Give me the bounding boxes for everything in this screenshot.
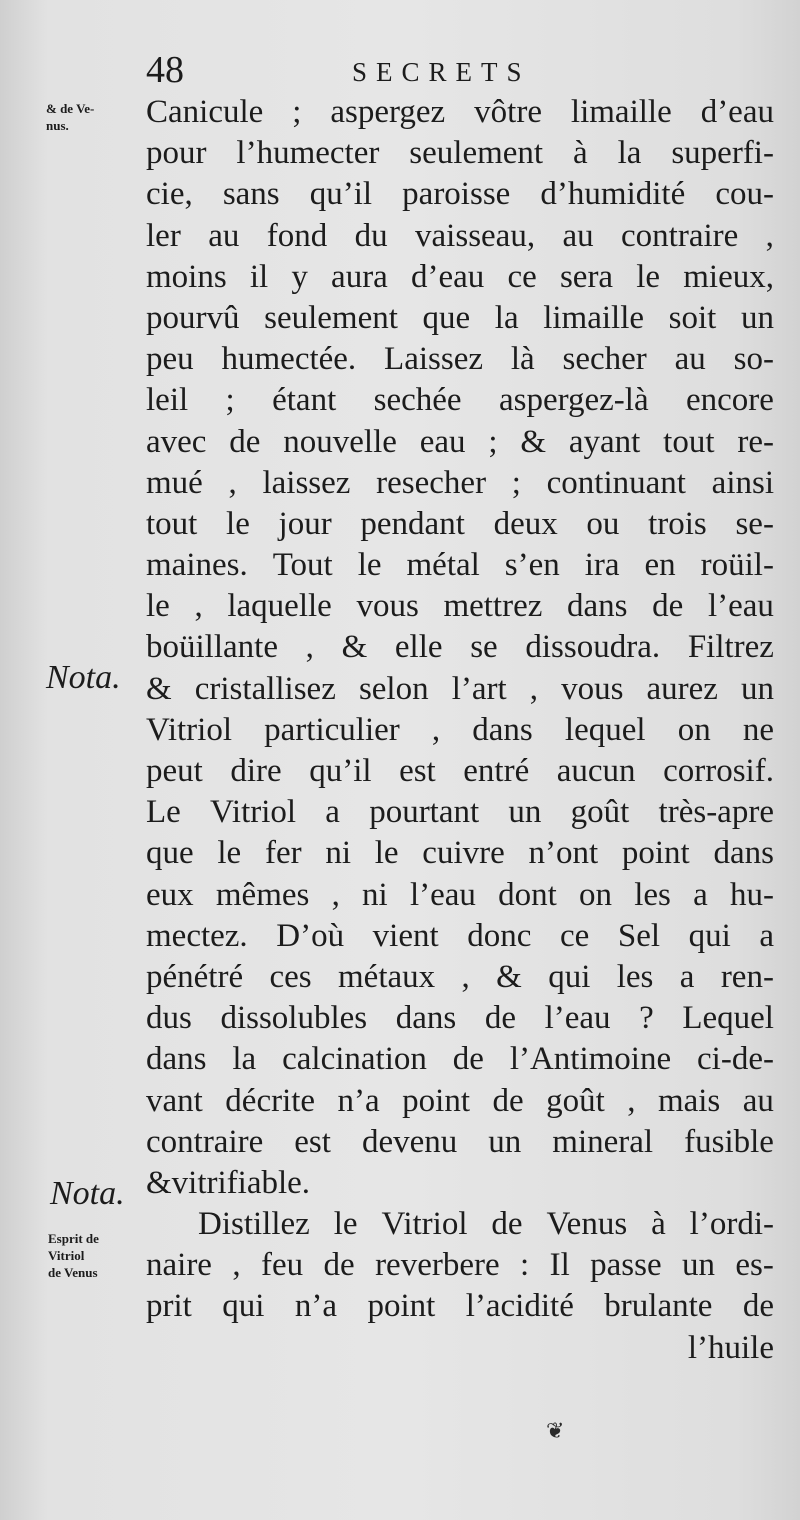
- word: Distillez: [198, 1206, 310, 1243]
- text-line: [146, 586, 774, 627]
- word: Laissez: [384, 341, 483, 378]
- word: que: [146, 835, 194, 872]
- word: mêmes: [215, 876, 310, 913]
- word: soit: [668, 299, 717, 336]
- word: le: [636, 258, 661, 295]
- text-line: [146, 216, 774, 257]
- word: n’ont: [528, 835, 599, 872]
- text-line: [146, 669, 774, 710]
- word: métaux: [338, 958, 436, 995]
- text-line: [146, 957, 774, 998]
- text-line: [146, 1081, 774, 1122]
- word: sera: [559, 258, 614, 295]
- word: pourvû: [146, 299, 240, 336]
- word: boüillante: [146, 629, 278, 666]
- text-line: [146, 339, 774, 380]
- word: jour: [278, 505, 332, 542]
- word: d’humidité: [540, 176, 686, 213]
- word: Vitriol: [146, 711, 233, 748]
- word: ,: [194, 588, 203, 625]
- word: qui: [222, 1288, 265, 1325]
- word: passe: [590, 1247, 662, 1284]
- word: on: [677, 711, 711, 748]
- word: le: [217, 835, 242, 872]
- text-line: [146, 751, 774, 792]
- word: elle: [394, 629, 443, 666]
- margin-nota-2: Nota.: [50, 1175, 125, 1212]
- word: un: [488, 1123, 522, 1160]
- text-line: [146, 504, 774, 545]
- text-line: [146, 916, 774, 957]
- word: de: [229, 423, 261, 460]
- word: est: [294, 1123, 331, 1160]
- word: Venus: [546, 1206, 628, 1243]
- word: l’eau: [707, 588, 774, 625]
- word: de: [323, 1247, 355, 1284]
- word: on: [579, 876, 612, 913]
- word: là: [510, 341, 535, 378]
- word: dont: [498, 876, 557, 913]
- word: tout: [146, 505, 198, 542]
- word: au: [208, 217, 240, 254]
- word: ainsi: [711, 464, 774, 501]
- word: D’où: [276, 917, 345, 954]
- word: roüil-: [700, 547, 774, 584]
- word: ;: [292, 94, 302, 130]
- word: dissolubles: [220, 1000, 368, 1037]
- word: ;: [511, 464, 521, 501]
- word: point: [367, 1288, 436, 1325]
- word: y: [291, 258, 308, 295]
- text-line: [146, 1039, 774, 1080]
- text-line: [146, 1245, 774, 1286]
- word: hu-: [729, 876, 774, 913]
- word: d’eau: [411, 258, 485, 295]
- word: ni: [362, 876, 388, 913]
- word: le: [374, 835, 399, 872]
- word: un: [740, 299, 774, 336]
- word: aurez: [646, 670, 718, 707]
- word: moins: [146, 258, 227, 295]
- word: ou: [586, 505, 620, 542]
- word: métal: [406, 547, 480, 584]
- word: étant: [272, 382, 337, 419]
- word: superfi-: [671, 135, 774, 172]
- word: dans: [395, 1000, 457, 1037]
- word: qu’il: [309, 176, 373, 213]
- catchword: l’huile: [687, 1329, 774, 1366]
- word: entré: [463, 753, 530, 789]
- text-line: [146, 545, 774, 586]
- word: qu’il: [309, 753, 372, 789]
- word: décrite: [225, 1082, 316, 1119]
- word: Le: [146, 794, 181, 831]
- text-line: [146, 92, 774, 133]
- word: ?: [639, 1000, 654, 1037]
- word: ira: [584, 547, 620, 584]
- word: qui: [688, 917, 731, 954]
- word: ler: [146, 217, 181, 254]
- text-line: [146, 380, 774, 421]
- word: avec: [146, 423, 207, 460]
- word: vitrifiable.: [171, 1164, 311, 1201]
- word: dus: [146, 1000, 192, 1037]
- word: Filtrez: [687, 629, 774, 666]
- word: &: [146, 670, 172, 707]
- word: corrosif.: [663, 753, 774, 789]
- word: lequel: [564, 711, 646, 748]
- word: pénétré: [146, 958, 244, 995]
- word: Sel: [617, 917, 661, 954]
- word: seulement: [409, 135, 544, 172]
- word: Canicule: [146, 94, 264, 130]
- word: de: [484, 1000, 516, 1037]
- word: en: [644, 547, 676, 584]
- word: ,: [627, 1082, 636, 1119]
- word: ce: [559, 917, 590, 954]
- word: cuivre: [422, 835, 505, 872]
- word: sans: [222, 176, 280, 213]
- word: le: [357, 547, 382, 584]
- word: au: [562, 217, 594, 254]
- word: vous: [561, 670, 624, 707]
- word: cristallisez: [194, 670, 336, 707]
- word: prit: [146, 1288, 192, 1325]
- word: la: [617, 135, 642, 172]
- word: ci-de-: [697, 1041, 774, 1078]
- word: continuant: [546, 464, 686, 501]
- word: dire: [230, 753, 282, 789]
- word: un: [682, 1247, 716, 1284]
- word: aura: [331, 258, 388, 295]
- word: l’ordi-: [689, 1206, 774, 1243]
- ornament-fleuron: ❦: [546, 1418, 565, 1443]
- word: Tout: [272, 547, 333, 584]
- word: n’a: [294, 1288, 338, 1325]
- word: les: [634, 876, 671, 913]
- word: pendant: [360, 505, 465, 542]
- word: ces: [269, 958, 312, 995]
- text-line: [146, 133, 774, 174]
- word: contraire: [146, 1123, 264, 1160]
- text-line: [146, 174, 774, 215]
- word: eux: [146, 876, 194, 913]
- word: l’acidité: [465, 1288, 574, 1325]
- text-line: [146, 463, 774, 504]
- word: Vitriol: [210, 794, 297, 831]
- text-line: [146, 1286, 774, 1327]
- text-line: [146, 1204, 774, 1245]
- word: secher: [562, 341, 647, 378]
- word: ce: [507, 258, 537, 295]
- word: l’Antimoine: [509, 1041, 672, 1078]
- word: aucun: [556, 753, 636, 789]
- word: a: [759, 917, 774, 954]
- word: donc: [467, 917, 532, 954]
- word: deux: [493, 505, 558, 542]
- word: il: [249, 258, 269, 295]
- word: maines.: [146, 547, 248, 584]
- word: est: [399, 753, 436, 789]
- word: l’art: [451, 670, 507, 707]
- word: à: [651, 1206, 666, 1243]
- text-line: [146, 710, 774, 751]
- word: de: [492, 1082, 524, 1119]
- word: à: [573, 135, 588, 172]
- word: de: [652, 588, 684, 625]
- word: au: [742, 1082, 774, 1119]
- word: la: [232, 1041, 257, 1078]
- word: ;: [225, 382, 235, 419]
- word: point: [402, 1082, 470, 1119]
- word: dans: [472, 711, 533, 748]
- word: de: [742, 1288, 774, 1325]
- text-line: [146, 257, 774, 298]
- word: ni: [325, 835, 351, 872]
- word: fusible: [684, 1123, 774, 1160]
- word: un: [741, 670, 774, 707]
- word: brulante: [604, 1288, 713, 1325]
- margin-note-de-venus: & de Ve- nus.: [46, 101, 95, 133]
- word: ayant: [568, 423, 641, 460]
- word: selon: [358, 670, 429, 707]
- word: sechée: [373, 382, 462, 419]
- word: très-apre: [658, 794, 774, 831]
- word: pour: [146, 135, 207, 172]
- word: contraire: [621, 217, 739, 254]
- word: ,: [461, 958, 470, 995]
- word: dans: [146, 1041, 207, 1078]
- word: un: [508, 794, 542, 831]
- word: trois: [648, 505, 707, 542]
- word: les: [616, 958, 654, 995]
- word: aspergez-là: [498, 382, 649, 419]
- word: reverbere: [375, 1247, 500, 1284]
- word: ,: [228, 464, 237, 501]
- word: Il: [549, 1247, 570, 1284]
- word: Lequel: [682, 1000, 774, 1037]
- word: ,: [305, 629, 314, 666]
- word: se: [470, 629, 498, 666]
- text-line: [146, 833, 774, 874]
- word: d’eau: [700, 94, 774, 130]
- word: de: [452, 1041, 484, 1078]
- running-title: SECRETS: [352, 57, 531, 87]
- word: s’en: [504, 547, 560, 584]
- body-text: [146, 92, 774, 1369]
- word: &: [341, 629, 368, 666]
- word: du: [354, 217, 388, 254]
- word: encore: [686, 382, 774, 419]
- word: pourtant: [369, 794, 480, 831]
- word: calcination: [282, 1041, 427, 1078]
- word: devenu: [361, 1123, 458, 1160]
- word: se-: [735, 505, 774, 542]
- word: a: [325, 794, 340, 831]
- word: ,: [765, 217, 774, 254]
- word: mué: [146, 464, 203, 501]
- word: naire: [146, 1247, 212, 1284]
- word: au: [674, 341, 706, 378]
- word: tout: [663, 423, 715, 460]
- word: ne: [742, 711, 774, 748]
- text-line: [146, 298, 774, 339]
- word: qui: [548, 958, 591, 995]
- word: dans: [567, 588, 628, 625]
- word: fond: [266, 217, 328, 254]
- word: :: [520, 1247, 530, 1284]
- word: a: [679, 958, 695, 995]
- word: fer: [264, 835, 302, 872]
- text-line: [146, 792, 774, 833]
- word: vôtre: [474, 94, 542, 130]
- word: leil: [146, 382, 189, 419]
- word: feu: [260, 1247, 304, 1284]
- page-number: 48: [146, 49, 184, 91]
- word: le: [333, 1206, 358, 1243]
- text-line: [146, 875, 774, 916]
- word: es-: [735, 1247, 774, 1284]
- word: Vitriol: [381, 1206, 468, 1243]
- word: cie,: [146, 176, 193, 213]
- word: re-: [737, 423, 774, 460]
- word: vous: [356, 588, 419, 625]
- text-line: [146, 627, 774, 668]
- word: laquelle: [227, 588, 332, 625]
- word: limaille: [543, 299, 645, 336]
- word: ,: [529, 670, 538, 707]
- page-header: [0, 44, 800, 94]
- word: l’humecter: [236, 135, 380, 172]
- word: le: [146, 588, 170, 625]
- word: peu: [146, 341, 194, 378]
- word: ,: [331, 876, 340, 913]
- word: dans: [713, 835, 774, 872]
- word: laissez: [262, 464, 351, 501]
- word: &: [520, 423, 547, 460]
- word: que: [422, 299, 471, 336]
- word: nouvelle: [283, 423, 397, 460]
- word: mieux,: [683, 258, 774, 295]
- word: ren-: [720, 958, 774, 995]
- word: eau: [419, 423, 466, 460]
- word: dissoudra.: [525, 629, 661, 666]
- word: ,: [232, 1247, 241, 1284]
- word: l’eau: [409, 876, 476, 913]
- word: humectée.: [221, 341, 357, 378]
- word: vant: [146, 1082, 203, 1119]
- word: particulier: [264, 711, 400, 748]
- word: ,: [431, 711, 441, 748]
- word: cou-: [715, 176, 774, 213]
- word: paroisse: [402, 176, 511, 213]
- word: de: [491, 1206, 523, 1243]
- word: resecher: [376, 464, 487, 501]
- word: point: [621, 835, 690, 872]
- word: mettrez: [443, 588, 543, 625]
- word: le: [226, 505, 250, 542]
- word: goût: [546, 1082, 605, 1119]
- word: seulement: [264, 299, 398, 336]
- text-line: [146, 1163, 774, 1204]
- word: aspergez: [330, 94, 446, 130]
- text-line: [146, 422, 774, 463]
- word: &: [496, 958, 522, 995]
- word: la: [494, 299, 519, 336]
- word: mineral: [552, 1123, 654, 1160]
- word: limaille: [570, 94, 672, 130]
- text-line: [146, 1122, 774, 1163]
- word: l’eau: [544, 1000, 611, 1037]
- word: goût: [570, 794, 630, 831]
- word: a: [693, 876, 708, 913]
- word: so-: [733, 341, 774, 378]
- word: ;: [488, 423, 498, 460]
- word: vaisseau,: [415, 217, 536, 254]
- text-line: [146, 998, 774, 1039]
- word: mectez.: [146, 917, 248, 954]
- margin-nota-1: Nota.: [46, 659, 121, 696]
- word: vient: [372, 917, 439, 954]
- word: &: [146, 1164, 172, 1201]
- margin-note-esprit-de-vitriol: Esprit de Vitriol de Venus: [48, 1231, 99, 1280]
- word: peut: [146, 753, 203, 789]
- word: n’a: [337, 1082, 380, 1119]
- word: mais: [657, 1082, 721, 1119]
